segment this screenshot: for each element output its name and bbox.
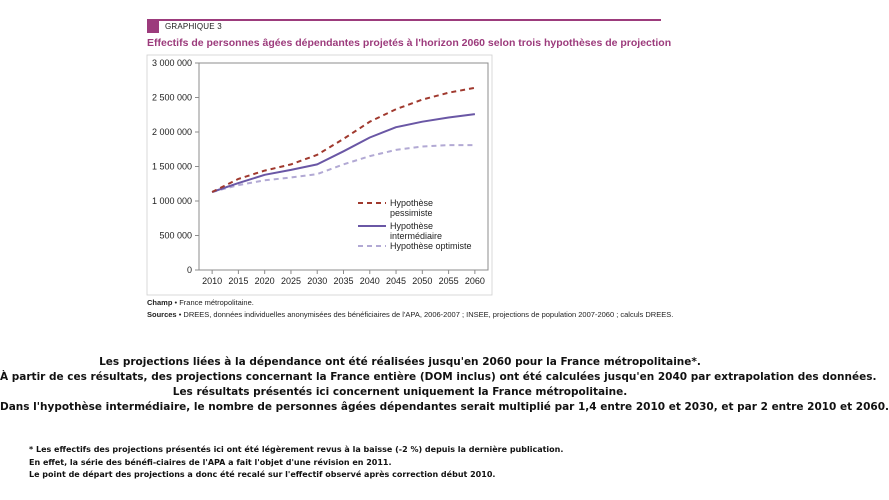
x-tick-label: 2025 — [280, 276, 301, 286]
sources-label: Sources — [147, 310, 177, 319]
x-tick-label: 2010 — [202, 276, 223, 286]
chart-title: Effectifs de personnes âgées dépendantes projetés à l'horizon 2060 selon trois hypothèses de projection — [147, 37, 672, 49]
series-pessimiste-line — [212, 88, 475, 192]
footnotes — [29, 444, 563, 482]
x-tick-label: 2055 — [438, 276, 459, 286]
explanation-line: Les projections liées à la dépendance ont été réalisées jusqu'en 2060 pour la France métropolitaine*. — [99, 356, 701, 368]
footnote-line: Le point de départ des projections a donc été recalé sur l'effectif observé après correction début 2010. — [29, 470, 496, 479]
y-tick-label: 2 000 000 — [151, 127, 192, 137]
y-tick-label: 2 500 000 — [151, 92, 192, 103]
explanation-line: Les résultats présentés ici concernent uniquement la France métropolitaine. — [172, 386, 628, 398]
footnote-line: En effet, la série des bénéfi-ciaires de l'APA a fait l'objet d'une révision en 2011. — [29, 457, 392, 467]
series-intermediaire-line — [212, 114, 475, 192]
x-tick-label: 2020 — [254, 276, 275, 286]
x-tick-label: 2015 — [228, 276, 249, 286]
y-tick-label: 500 000 — [159, 230, 192, 241]
x-tick-label: 2045 — [386, 276, 407, 286]
explanation-line: Dans l'hypothèse intermédiaire, le nombre de personnes âgées dépendantes serait multiplié par 1,4 entre 2010 et 2030, et par 2 entre 2010 et 2060. — [0, 401, 889, 413]
sources-text: • DREES, données individuelles anonymisées des bénéficiaires de l'APA, 2006-2007 ; INSEE, projections de population 2007-2060 ; calculs DREES. — [176, 310, 674, 319]
champ-text: • France métropolitaine. — [172, 298, 254, 307]
explanation-line: À partir de ces résultats, des projections concernant la France entière (DOM inclus) ont été calculées jusqu'en 2040 par extrapolation des données. — [0, 371, 877, 383]
legend-intermediaire-label: intermédiaire — [390, 231, 443, 241]
y-tick-label: 1 500 000 — [151, 161, 192, 172]
y-tick-label: 3 000 000 — [151, 58, 192, 68]
sources-note — [147, 310, 673, 319]
x-tick-label: 2035 — [333, 276, 354, 286]
legend-intermediaire-label: Hypothèse — [390, 221, 434, 231]
legend-optimiste-label: Hypothèse optimiste — [390, 241, 472, 251]
legend-pessimiste-label: Hypothèse — [390, 198, 434, 208]
explanation-text — [0, 355, 889, 415]
x-tick-label: 2060 — [464, 276, 485, 286]
y-tick-label: 1 000 000 — [151, 196, 192, 206]
footnote-line: * Les effectifs des projections présentés ici ont été légèrement revus à la baisse (-2 %) depuis la dernière publication. — [29, 445, 564, 454]
x-tick-label: 2030 — [307, 276, 328, 286]
x-tick-label: 2040 — [359, 276, 380, 286]
legend-pessimiste-label: pessimiste — [390, 208, 433, 218]
chart-number-label: GRAPHIQUE 3 — [165, 22, 222, 31]
x-tick-label: 2050 — [412, 276, 433, 286]
champ-label: Champ — [147, 298, 173, 307]
y-tick-label: 0 — [186, 265, 192, 275]
champ-note — [147, 298, 254, 307]
